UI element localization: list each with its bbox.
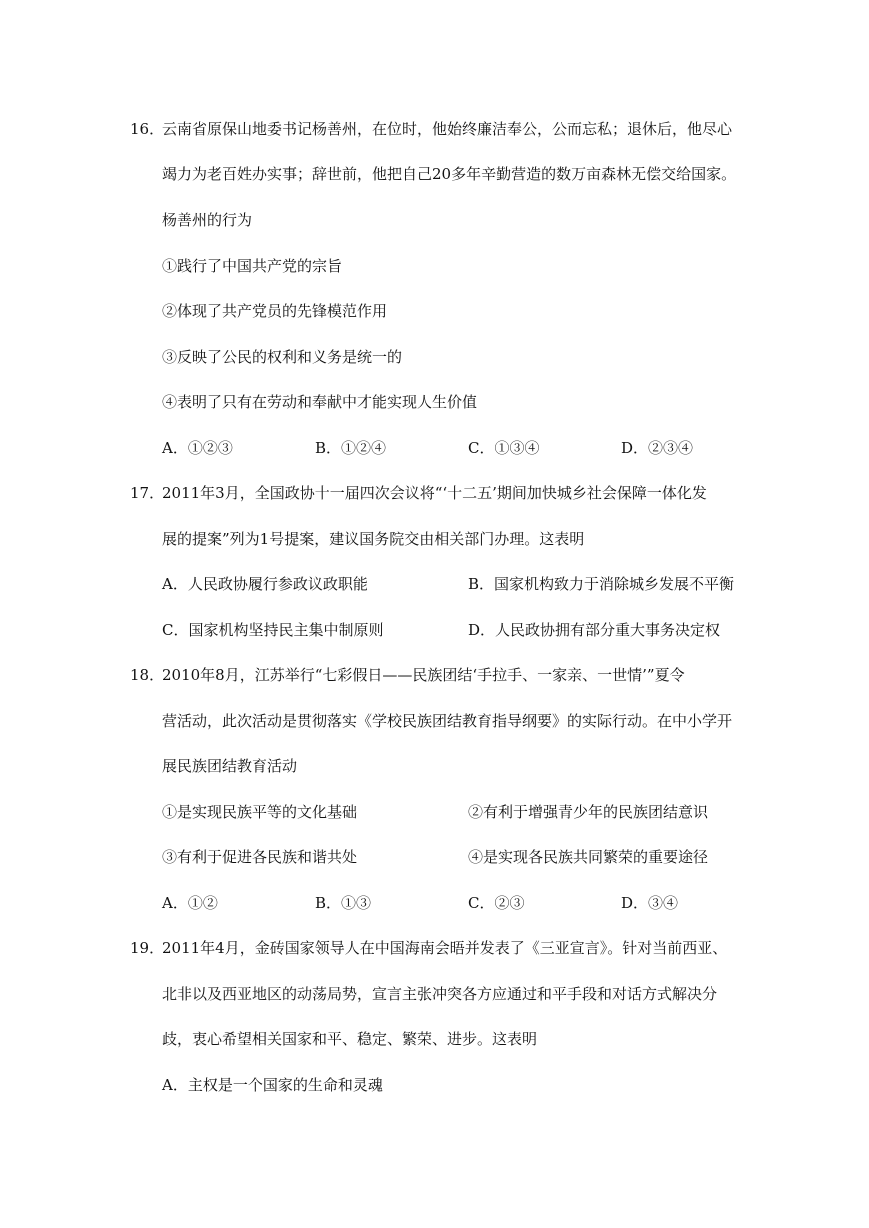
- question-number: 17．: [130, 484, 165, 502]
- statement-3: ③反映了公民的权利和义务是统一的: [162, 348, 403, 366]
- statement-4: ④表明了只有在劳动和奉献中才能实现人生价值: [162, 393, 478, 411]
- question-text-line: 2011年4月，金砖国家领导人在中国海南会晤并发表了《三亚宣言》。针对当前西亚、: [162, 939, 728, 957]
- statement-1: ①践行了中国共产党的宗旨: [162, 257, 343, 275]
- question-text-line: 展民族团结教育活动: [162, 757, 298, 775]
- option-b: B．国家机构致力于消除城乡发展不平衡: [468, 575, 735, 593]
- question-number: 18．: [130, 666, 165, 684]
- option-d: D．②③④: [621, 439, 694, 457]
- option-c: C．国家机构坚持民主集中制原则: [162, 621, 384, 639]
- option-b: B．①③: [315, 894, 372, 912]
- option-a: A．主权是一个国家的生命和灵魂: [162, 1076, 383, 1094]
- option-b: B．①②④: [315, 439, 387, 457]
- question-text-line: 竭力为老百姓办实事；辞世前，他把自己20多年辛勤营造的数万亩森林无偿交给国家。: [162, 165, 737, 183]
- option-d: D．③④: [621, 894, 679, 912]
- question-text-line: 北非以及西亚地区的动荡局势，宣言主张冲突各方应通过和平手段和对话方式解决分: [162, 985, 718, 1003]
- question-text-line: 2011年3月，全国政协十一届四次会议将“‘十二五’期间加快城乡社会保障一体化发: [162, 484, 707, 502]
- question-text-line: 云南省原保山地委书记杨善州，在位时，他始终廉洁奉公，公而忘私；退休后，他尽心: [162, 120, 733, 138]
- option-d: D．人民政协拥有部分重大事务决定权: [468, 621, 721, 639]
- question-number: 16．: [130, 120, 165, 138]
- question-text-line: 营活动，此次活动是贯彻落实《学校民族团结教育指导纲要》的实际行动。在中小学开: [162, 712, 733, 730]
- statement-4: ④是实现各民族共同繁荣的重要途径: [468, 848, 709, 866]
- option-a: A．①②③: [162, 439, 233, 457]
- question-text-line: 2010年8月，江苏举行“七彩假日——民族团结‘手拉手、一家亲、一世情’”夏令: [162, 666, 685, 684]
- statement-2: ②有利于增强青少年的民族团结意识: [468, 803, 709, 821]
- statement-2: ②体现了共产党员的先锋模范作用: [162, 302, 388, 320]
- option-c: C．②③: [468, 894, 525, 912]
- question-text-line: 杨善州的行为: [162, 211, 253, 229]
- statement-1: ①是实现民族平等的文化基础: [162, 803, 358, 821]
- option-c: C．①③④: [468, 439, 540, 457]
- option-a: A．①②: [162, 894, 218, 912]
- statement-3: ③有利于促进各民族和谐共处: [162, 848, 358, 866]
- option-a: A．人民政协履行参政议政职能: [162, 575, 368, 593]
- question-text-line: 展的提案”列为1号提案，建议国务院交由相关部门办理。这表明: [162, 530, 585, 548]
- question-number: 19．: [130, 939, 165, 957]
- question-text-line: 歧，衷心希望相关国家和平、稳定、繁荣、进步。这表明: [162, 1030, 538, 1048]
